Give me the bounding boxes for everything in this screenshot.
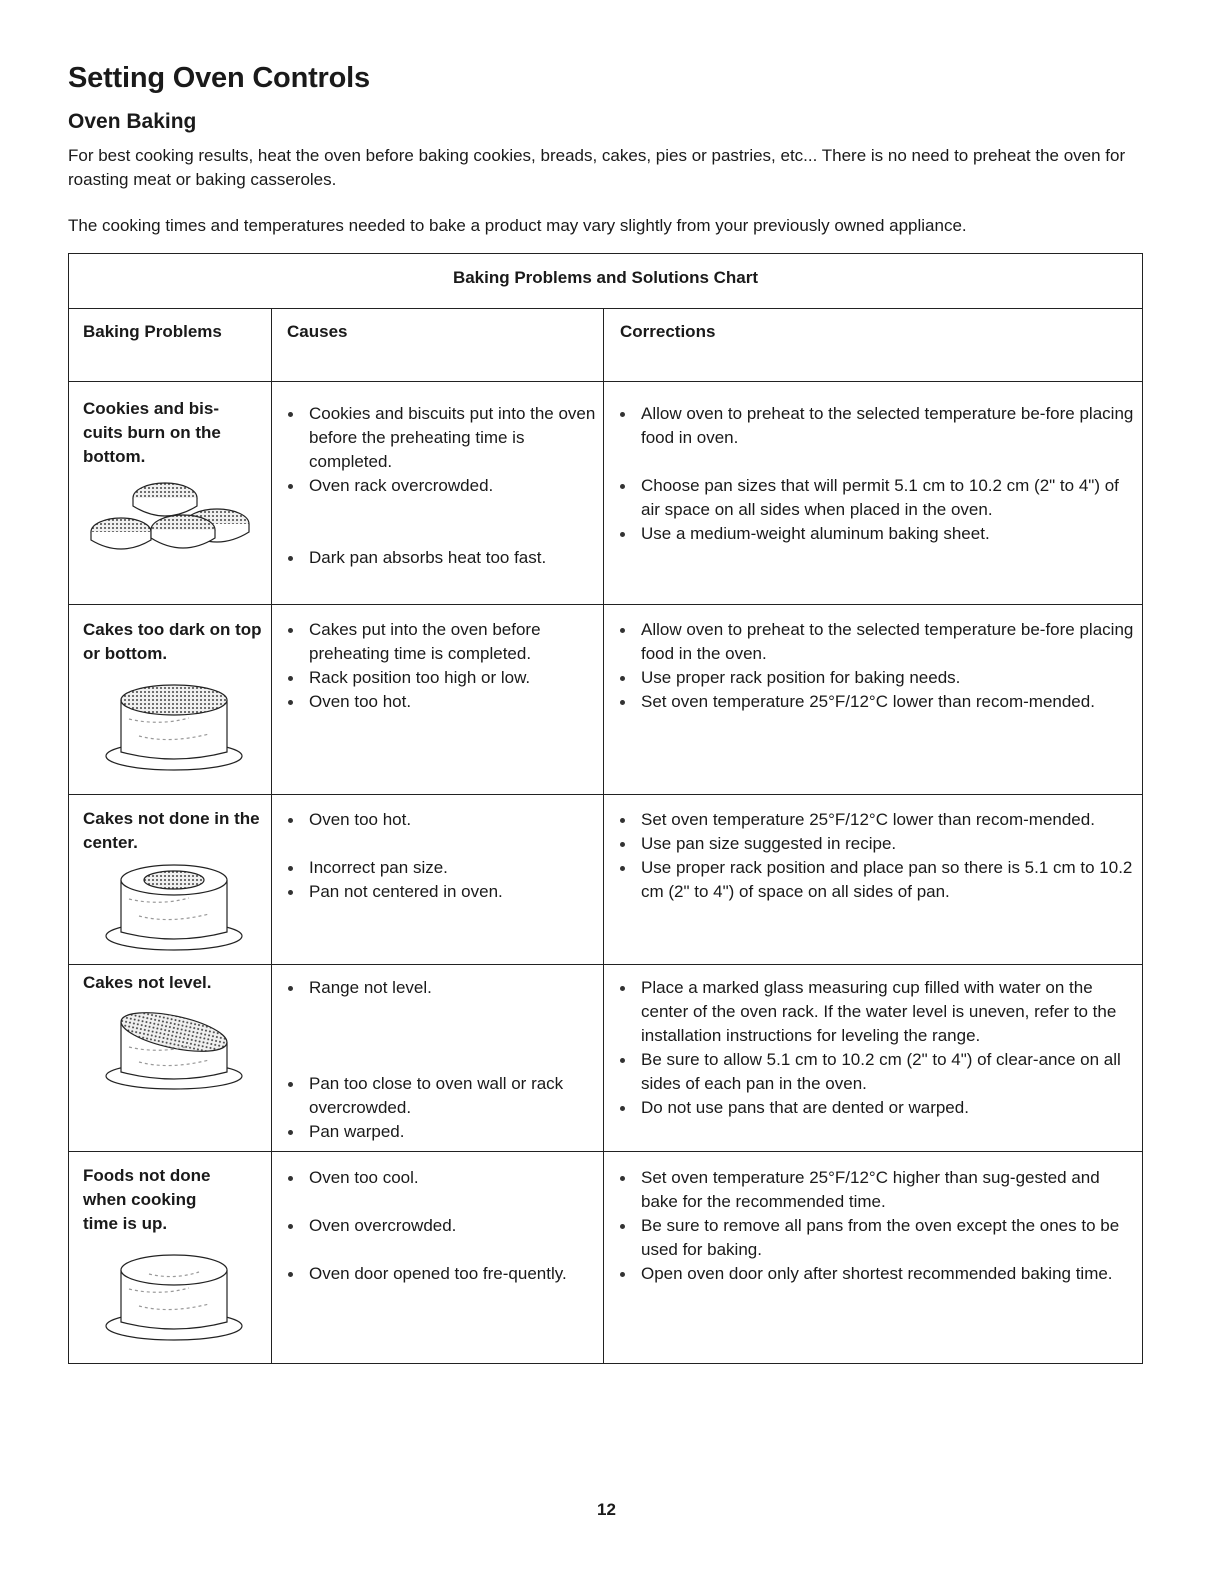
section-title: Oven Baking [68,110,197,133]
causes-list [282,402,597,570]
row-divider [69,381,1142,382]
correction-item: Use a medium-weight aluminum baking sheet. [614,522,1136,546]
problem-label: Cakes not done in the center. [83,809,260,852]
cause-item: Rack position too high or low. [282,666,597,690]
header-causes: Causes [287,322,348,341]
row-divider [69,794,1142,795]
correction-item: Be sure to allow 5.1 cm to 10.2 cm (2" to 4") of clear-ance on all sides of each pan in the oven. [614,1048,1136,1096]
corrections-list [614,1166,1136,1286]
correction-item: Set oven temperature 25°F/12°C lower than recom-mended. [614,808,1136,832]
correction-item: Place a marked glass measuring cup filled with water on the center of the oven rack. If the water level is uneven, refer to the installation instructions for leveling the range. [614,976,1136,1048]
corrections-list [614,618,1136,714]
correction-item: Set oven temperature 25°F/12°C higher than sug-gested and bake for the recommended time. [614,1166,1136,1214]
cause-item: Oven too hot. [282,808,597,832]
problem-label: Cookies and bis-cuits burn on the bottom. [83,399,221,466]
cause-item: Oven rack overcrowded. [282,474,597,498]
row-divider [69,1151,1142,1152]
cause-item: Range not level. [282,976,597,1000]
cause-item: Pan warped. [282,1120,597,1144]
header-problems: Baking Problems [83,322,222,341]
page-number: 12 [597,1500,616,1519]
baking-problems-chart [68,253,1143,1364]
correction-item: Be sure to remove all pans from the oven except the ones to be used for baking. [614,1214,1136,1262]
correction-item: Set oven temperature 25°F/12°C lower than recom-mended. [614,690,1136,714]
cause-item: Oven overcrowded. [282,1214,597,1238]
problem-label: Cakes not level. [83,973,212,992]
header-corrections: Corrections [620,322,716,341]
problem-label: Cakes too dark on top or bottom. [83,620,262,663]
column-divider [271,308,272,1363]
note-paragraph: The cooking times and temperatures needed to bake a product may vary slightly from your previously owned appliance. [68,216,967,235]
cause-item: Cookies and biscuits put into the oven before the preheating time is completed. [282,402,597,474]
correction-item: Use proper rack position for baking needs. [614,666,1136,690]
causes-list [282,808,597,904]
cause-item: Pan too close to oven wall or rack overcrowded. [282,1072,597,1120]
intro-paragraph: For best cooking results, heat the oven before baking cookies, breads, cakes, pies or pastries, etc... There is no need to preheat the oven for roasting meat or baking casseroles. [68,146,1126,189]
row-divider [69,604,1142,605]
corrections-list [614,808,1136,904]
cause-item: Oven too cool. [282,1166,597,1190]
column-divider [603,308,604,1363]
correction-item: Use proper rack position and place pan so there is 5.1 cm to 10.2 cm (2" to 4") of space on all sides of pan. [614,856,1136,904]
cookies-icon [87,478,257,568]
cause-item: Cakes put into the oven before preheating time is completed. [282,618,597,666]
correction-item: Open oven door only after shortest recommended baking time. [614,1262,1136,1286]
correction-item: Use pan size suggested in recipe. [614,832,1136,856]
corrections-list [614,976,1136,1120]
causes-list [282,618,597,714]
cause-item: Oven door opened too fre-quently. [282,1262,597,1286]
cake-icon [99,1244,249,1344]
cause-item: Oven too hot. [282,690,597,714]
correction-item: Choose pan sizes that will permit 5.1 cm to 10.2 cm (2" to 4") of air space on all sides when placed in the oven. [614,474,1136,522]
tilted-cake-icon [99,1002,249,1092]
cause-item: Pan not centered in oven. [282,880,597,904]
problem-label: Foods not done when cooking time is up. [83,1166,211,1233]
cake-icon [99,674,249,774]
chart-title: Baking Problems and Solutions Chart [452,268,759,287]
row-divider [69,964,1142,965]
cause-item: Incorrect pan size. [282,856,597,880]
corrections-list [614,402,1136,546]
causes-list [282,1166,597,1286]
page-title: Setting Oven Controls [68,62,370,94]
cake-icon [99,854,249,954]
cause-item: Dark pan absorbs heat too fast. [282,546,597,570]
correction-item: Allow oven to preheat to the selected temperature be-fore placing food in oven. [614,402,1136,450]
correction-item: Allow oven to preheat to the selected temperature be-fore placing food in the oven. [614,618,1136,666]
header-divider [69,308,1142,309]
causes-list [282,976,597,1144]
correction-item: Do not use pans that are dented or warped. [614,1096,1136,1120]
